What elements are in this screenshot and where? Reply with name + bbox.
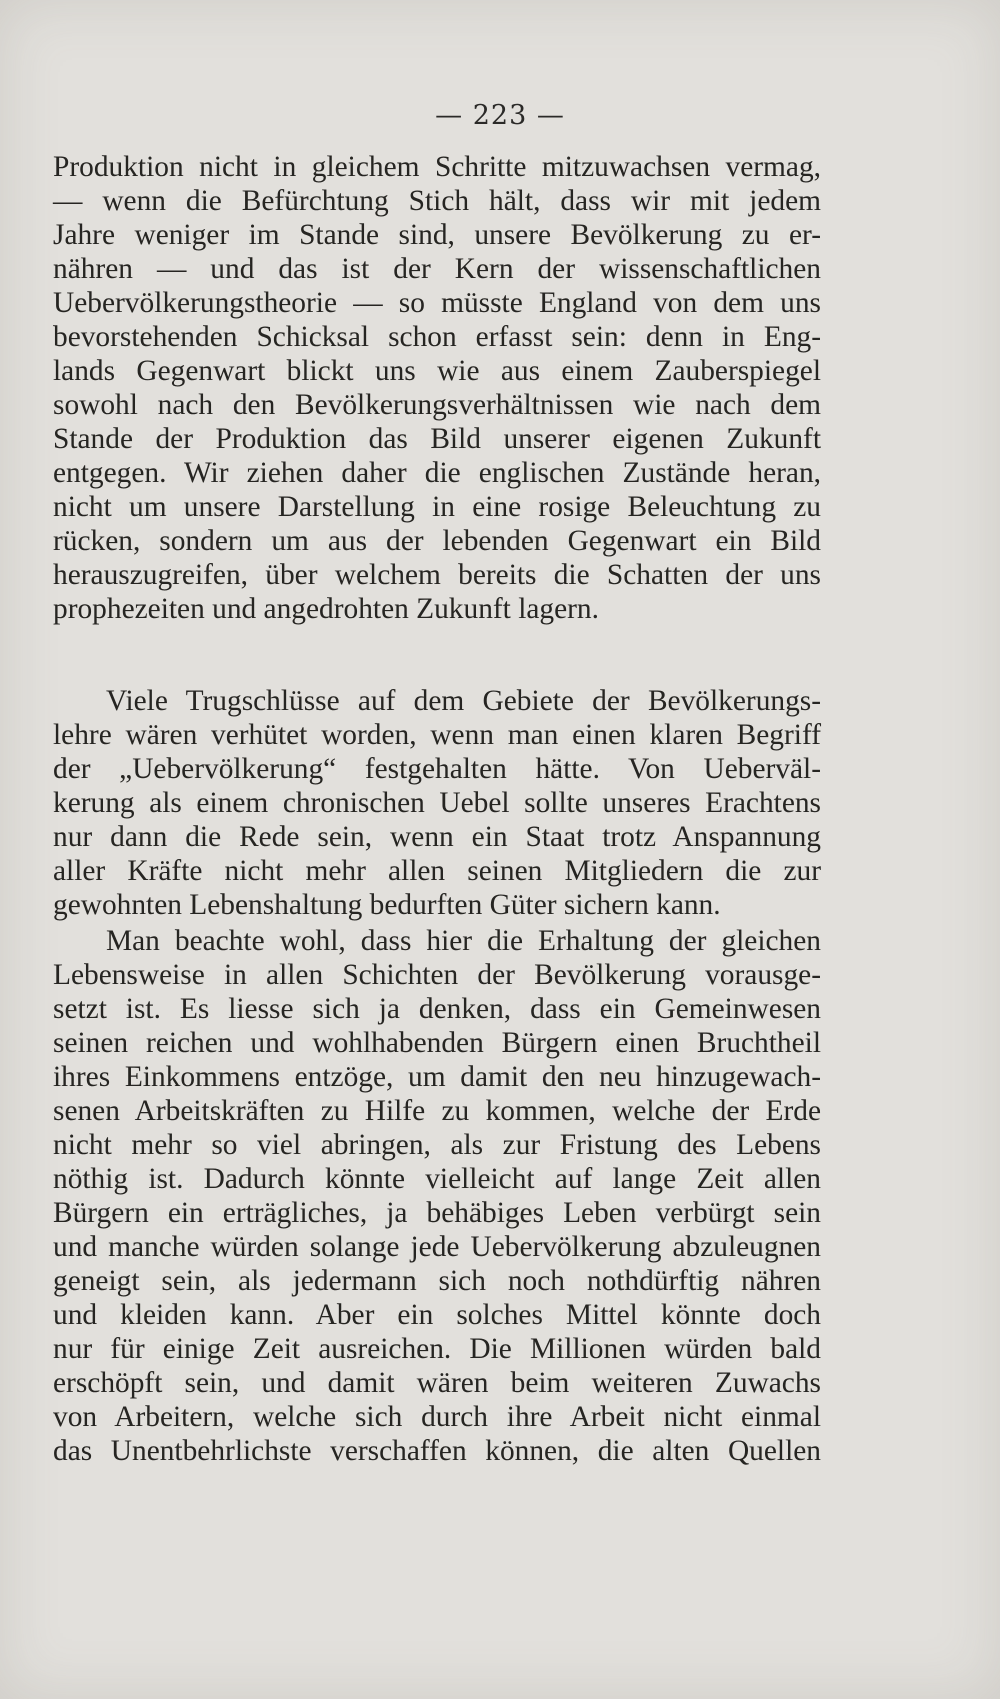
text-line: aller Kräfte nicht mehr allen seinen Mitgliedern die zur — [53, 855, 821, 887]
text-line: kerung als einem chronischen Uebel sollte unseres Erachtens — [53, 787, 821, 819]
text-line: bevorstehenden Schicksal schon erfasst sein: denn in Eng- — [53, 321, 821, 353]
text-line: der „Uebervölkerung“ festgehalten hätte. Von Ueberväl- — [53, 753, 821, 785]
text-line: setzt ist. Es liesse sich ja denken, dass ein Gemeinwesen — [53, 993, 821, 1025]
text-line: erschöpft sein, und damit wären beim weiteren Zuwachs — [53, 1367, 821, 1399]
paragraph-2 — [53, 684, 821, 922]
text-line: und manche würden solange jede Uebervölkerung abzuleugnen — [53, 1231, 821, 1263]
text-line: rücken, sondern um aus der lebenden Gegenwart ein Bild — [53, 525, 821, 557]
text-line: und kleiden kann. Aber ein solches Mittel könnte doch — [53, 1299, 821, 1331]
text-line: senen Arbeitskräften zu Hilfe zu kommen, welche der Erde — [53, 1095, 821, 1127]
text-line: Uebervölkerungstheorie — so müsste England von dem uns — [53, 287, 821, 319]
text-line: nur dann die Rede sein, wenn ein Staat trotz Anspannung — [53, 821, 821, 853]
text-line: Stande der Produktion das Bild unserer eigenen Zukunft — [53, 423, 821, 455]
text-line: nöthig ist. Dadurch könnte vielleicht auf lange Zeit allen — [53, 1163, 821, 1195]
text-line: Man beachte wohl, dass hier die Erhaltung der gleichen — [106, 925, 821, 957]
text-line: herauszugreifen, über welchem bereits die Schatten der uns — [53, 559, 821, 591]
text-line: von Arbeitern, welche sich durch ihre Arbeit nicht einmal — [53, 1401, 821, 1433]
text-line: sowohl nach den Bevölkerungsverhältnissen wie nach dem — [53, 389, 821, 421]
text-line: nur für einige Zeit ausreichen. Die Millionen würden bald — [53, 1333, 821, 1365]
text-line: gewohnten Lebenshaltung bedurften Güter sichern kann. — [53, 889, 721, 921]
text-line: seinen reichen und wohlhabenden Bürgern einen Bruchtheil — [53, 1027, 821, 1059]
text-line: Jahre weniger im Stande sind, unsere Bevölkerung zu er- — [53, 219, 821, 251]
text-line: Bürgern ein erträgliches, ja behäbiges Leben verbürgt sein — [53, 1197, 821, 1229]
text-line: das Unentbehrlichste verschaffen können, die alten Quellen — [53, 1435, 821, 1467]
text-line: lands Gegenwart blickt uns wie aus einem Zauberspiegel — [53, 355, 821, 387]
text-line: geneigt sein, als jedermann sich noch nothdürftig nähren — [53, 1265, 821, 1297]
paragraph-3 — [53, 924, 821, 1468]
page-number: — 223 — — [435, 100, 565, 131]
text-line: nicht mehr so viel abringen, als zur Fristung des Lebens — [53, 1129, 821, 1161]
text-line: nähren — und das ist der Kern der wissenschaftlichen — [53, 253, 821, 285]
text-line: — wenn die Befürchtung Stich hält, dass wir mit jedem — [53, 185, 821, 217]
text-line: nicht um unsere Darstellung in eine rosige Beleuchtung zu — [53, 491, 821, 523]
text-line: Viele Trugschlüsse auf dem Gebiete der Bevölkerungs- — [106, 685, 821, 717]
text-line: Produktion nicht in gleichem Schritte mitzuwachsen vermag, — [53, 151, 821, 183]
text-line: lehre wären verhütet worden, wenn man einen klaren Begriff — [53, 719, 821, 751]
text-line: entgegen. Wir ziehen daher die englischen Zustände heran, — [53, 457, 821, 489]
text-line: prophezeiten und angedrohten Zukunft lagern. — [53, 593, 599, 625]
text-line: ihres Einkommens entzöge, um damit den neu hinzugewach- — [53, 1061, 821, 1093]
paragraph-1 — [53, 150, 821, 626]
text-line: Lebensweise in allen Schichten der Bevölkerung vorausge- — [53, 959, 821, 991]
